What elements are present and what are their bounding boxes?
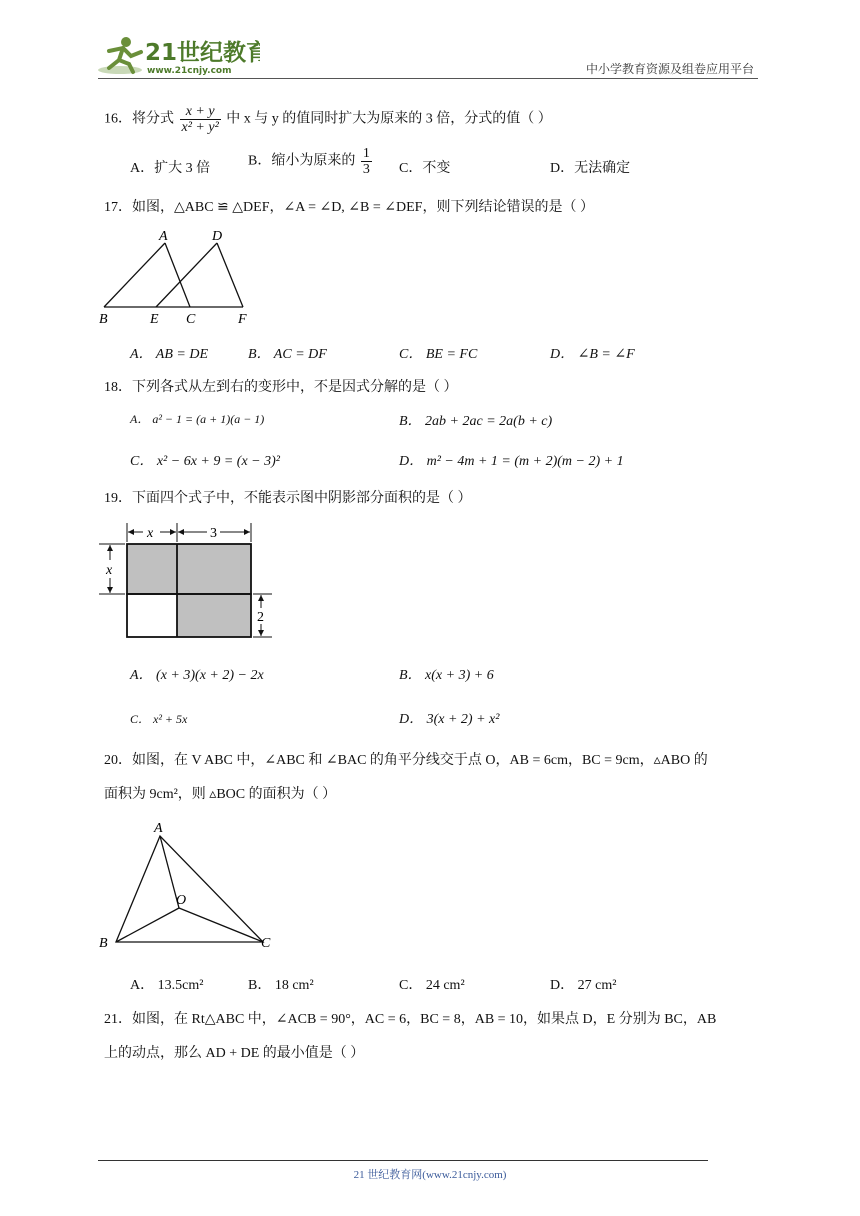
q16-option-b-fraction [361,146,372,177]
label-c: C [186,312,196,326]
dim-top-x: x [147,526,154,541]
label-b: B [99,312,108,326]
q19-option-a[interactable]: A． (x + 3)(x + 2) − 2x [130,668,264,683]
q16-option-b-text: B．缩小为原来的 [248,153,356,169]
label-e: E [150,312,159,326]
runner-logo-icon [95,34,260,78]
label-b: B [99,936,108,951]
q16-suffix: 中 x 与 y 的值同时扩大为原来的 3 倍，分式的值（ ） [226,111,552,127]
q17-option-a[interactable]: A． AB = DE [130,347,209,362]
question-17: 17．如图，△ABC ≌ △DEF，∠A = ∠D, ∠B = ∠DEF，则下列结论错误的是（ ） [104,200,594,215]
q16-option-b[interactable] [248,146,374,177]
question-21-line2: 上的动点，那么 AD + DE 的最小值是（ ） [104,1046,365,1061]
q17-option-b[interactable]: B． AC = DF [248,347,327,362]
header-platform-text: 中小学教育资源及组卷应用平台 [585,62,754,76]
q16-option-a[interactable]: A．扩大 3 倍 [130,161,211,176]
question-19: 19．下面四个式子中，不能表示图中阴影部分面积的是（ ） [104,491,472,506]
label-f: F [238,312,247,326]
question-20-line1: 20．如图，在 V ABC 中，∠ABC 和 ∠BAC 的角平分线交于点 O，AB = 6cm，BC = 9cm，▵ABO 的 [104,753,708,768]
q19-option-c[interactable]: C． x² + 5x [130,712,188,726]
q19-option-d[interactable]: D． 3(x + 2) + x² [399,712,500,727]
q17-triangles-figure [96,226,266,326]
q17-option-c[interactable]: C． BE = FC [399,347,478,362]
dim-top-3: 3 [210,526,217,541]
q19-option-b[interactable]: B． x(x + 3) + 6 [399,668,494,683]
q18-option-a[interactable]: A． a² − 1 = (a + 1)(a − 1) [130,412,265,426]
question-20-line2: 面积为 9cm²，则 ▵BOC 的面积为（ ） [104,787,337,802]
q20-option-a[interactable]: A． 13.5cm² [130,978,204,993]
label-d: D [212,229,223,244]
q16-option-c[interactable]: C．不变 [399,161,451,176]
q19-rectangle-figure [96,520,276,642]
question-18: 18．下列各式从左到右的变形中，不是因式分解的是（ ） [104,380,458,395]
label-a: A [154,821,163,836]
label-c: C [261,936,271,951]
dim-right-2: 2 [257,610,264,625]
footer-divider [98,1160,708,1161]
q20-triangle-figure [96,814,286,954]
footer-text[interactable]: 21 世纪教育网(www.21cnjy.com) [353,1169,507,1181]
logo-url: www.21cnjy.com [147,66,232,76]
q18-option-d[interactable]: D． m² − 4m + 1 = (m + 2)(m − 2) + 1 [399,454,624,469]
q18-option-b[interactable]: B． 2ab + 2ac = 2a(b + c) [399,414,553,429]
q16-fraction-numerator: x + y [180,104,221,120]
dim-left-x: x [106,563,113,578]
q16-b-den: 3 [362,162,370,177]
label-o: O [176,893,187,908]
q17-option-d[interactable]: D． ∠B = ∠F [550,347,635,362]
header-divider [98,78,758,79]
q16-option-d[interactable]: D．无法确定 [550,161,631,176]
q20-option-b[interactable]: B． 18 cm² [248,978,314,993]
question-16 [104,104,552,135]
site-logo [95,34,260,78]
q16-fraction-denominator: x² + y² [181,120,219,135]
q20-option-d[interactable]: D． 27 cm² [550,978,617,993]
logo-text: 21世纪教育 [145,40,260,66]
q18-option-c[interactable]: C． x² − 6x + 9 = (x − 3)² [130,454,280,469]
q16-b-num: 1 [362,146,370,161]
label-a: A [159,229,168,244]
q20-option-c[interactable]: C． 24 cm² [399,978,465,993]
q16-fraction [180,104,221,135]
q16-prefix: 16．将分式 [104,111,174,127]
question-21-line1: 21．如图，在 Rt△ABC 中，∠ACB = 90°，AC = 6，BC = 8，AB = 10，如果点 D，E 分别为 BC，AB [104,1012,717,1027]
